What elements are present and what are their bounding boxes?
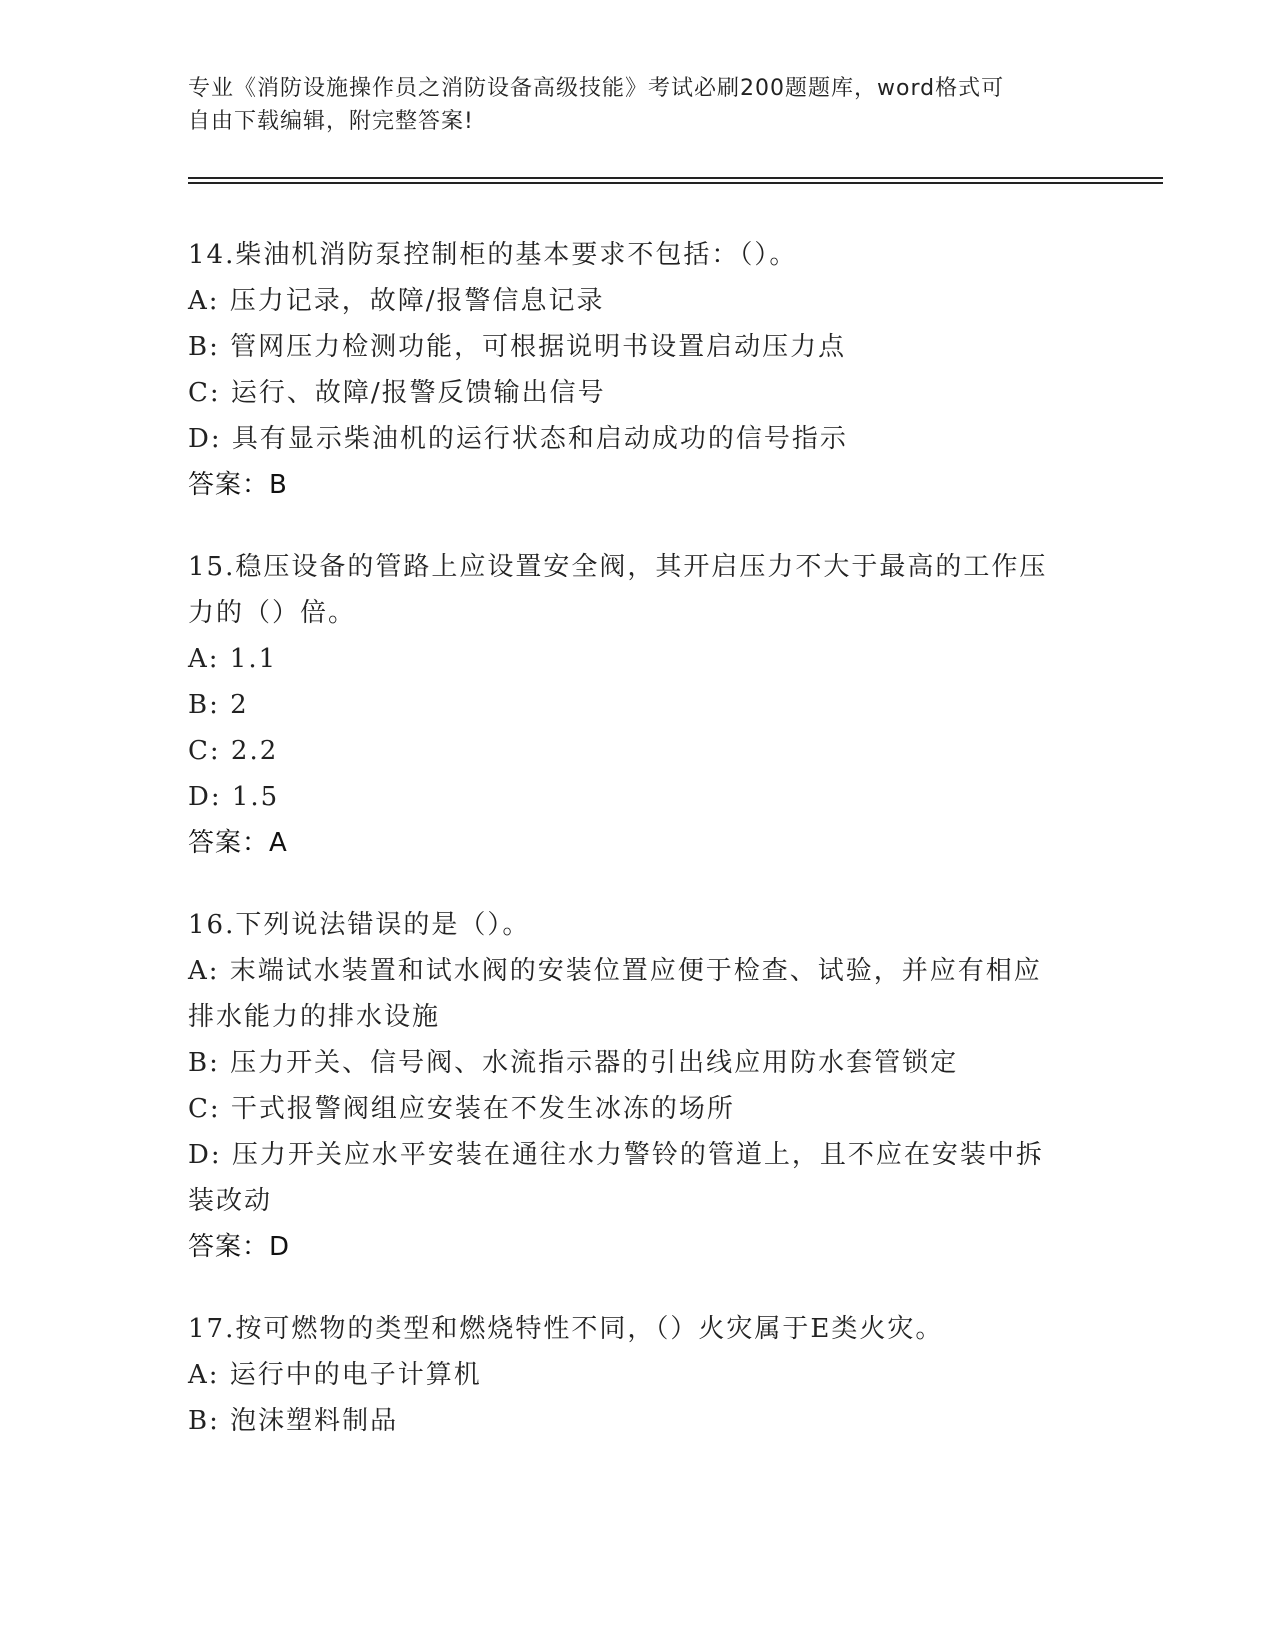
- question-option: B: 2: [188, 690, 249, 720]
- question-option: A: 末端试水装置和试水阀的安装位置应便于检查、试验，并应有相应: [188, 956, 1042, 986]
- header-line-2: 自由下载编辑，附完整答案!: [188, 109, 474, 134]
- question-block: [188, 1306, 1088, 1444]
- question-answer: 答案：A: [188, 828, 288, 858]
- question-answer: 答案：B: [188, 470, 288, 500]
- question-option: A: 1.1: [188, 644, 278, 674]
- question-option: C: 运行、故障/报警反馈输出信号: [188, 378, 606, 408]
- question-option: C: 干式报警阀组应安装在不发生冰冻的场所: [188, 1094, 735, 1124]
- question-option: C: 2.2: [188, 736, 279, 766]
- document-header: [188, 72, 1088, 138]
- question-option: A: 运行中的电子计算机: [188, 1360, 482, 1390]
- header-divider-top: [188, 177, 1163, 179]
- question-option: 排水能力的排水设施: [188, 1002, 441, 1032]
- question-block: [188, 902, 1088, 1270]
- question-option: D: 具有显示柴油机的运行状态和启动成功的信号指示: [188, 424, 848, 454]
- header-divider-bottom: [188, 182, 1163, 184]
- question-block: [188, 232, 1088, 508]
- question-option: B: 压力开关、信号阀、水流指示器的引出线应用防水套管锁定: [188, 1048, 959, 1078]
- question-option: B: 管网压力检测功能，可根据说明书设置启动压力点: [188, 332, 847, 362]
- question-option: A: 压力记录，故障/报警信息记录: [188, 286, 605, 316]
- question-block: [188, 544, 1088, 866]
- question-list: [188, 232, 1088, 1480]
- question-stem: 17.按可燃物的类型和燃烧特性不同，（）火灾属于E类火灾。: [188, 1314, 944, 1344]
- question-stem: 16.下列说法错误的是（）。: [188, 910, 531, 940]
- question-answer: 答案：D: [188, 1232, 291, 1262]
- question-stem: 14.柴油机消防泵控制柜的基本要求不包括：（）。: [188, 240, 798, 270]
- header-line-1: 专业《消防设施操作员之消防设备高级技能》考试必刷200题题库，word格式可: [188, 76, 1005, 101]
- question-stem: 15.稳压设备的管路上应设置安全阀，其开启压力不大于最高的工作压: [188, 552, 1048, 582]
- question-option: D: 压力开关应水平安装在通往水力警铃的管道上，且不应在安装中拆: [188, 1140, 1044, 1170]
- question-option: D: 1.5: [188, 782, 280, 812]
- question-option: B: 泡沫塑料制品: [188, 1406, 399, 1436]
- question-stem: 力的（）倍。: [188, 598, 357, 628]
- question-option: 装改动: [188, 1186, 273, 1216]
